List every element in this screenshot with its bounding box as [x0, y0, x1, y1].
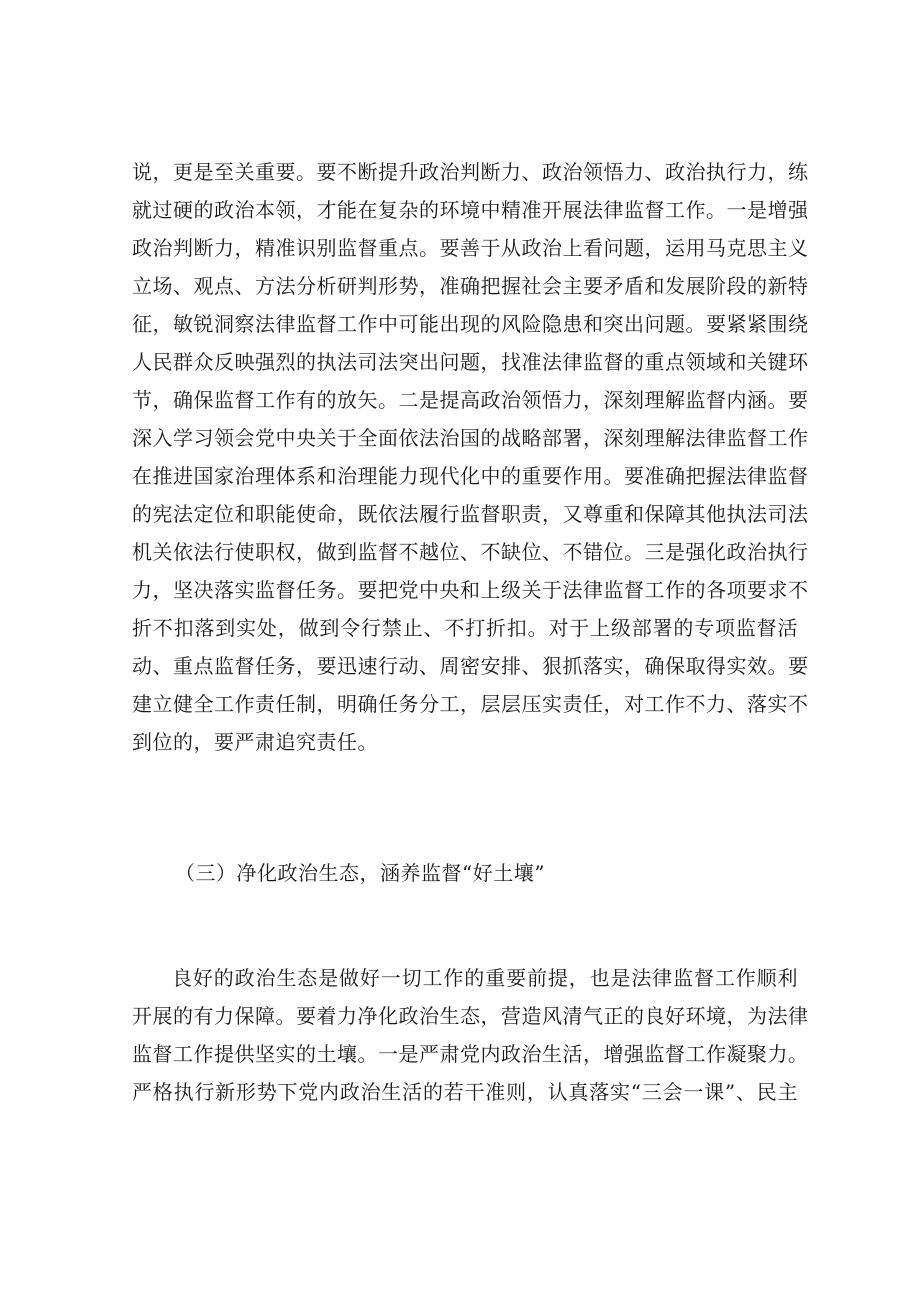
text-line: 良好的政治生态是做好一切工作的重要前提，也是法律监督工作顺利: [172, 966, 798, 990]
text-line: 力，坚决落实监督任务。要把党中央和上级关于法律监督工作的各项要求不: [132, 578, 809, 602]
text-line: 人民群众反映强烈的执法司法突出问题，找准法律监督的重点领域和关键环: [132, 350, 809, 374]
text-line: 政治判断力，精准识别监督重点。要善于从政治上看问题，运用马克思主义: [132, 236, 809, 260]
section-heading-text: （三）净化政治生态，涵养监督“好土壤”: [175, 861, 545, 885]
text-line: 说，更是至关重要。要不断提升政治判断力、政治领悟力、政治执行力，练: [132, 160, 809, 184]
text-line: 深入学习领会党中央关于全面依法治国的战略部署，深刻理解法律监督工作: [132, 426, 809, 450]
body-paragraph-2: [132, 959, 809, 1111]
text-line: 建立健全工作责任制，明确任务分工，层层压实责任，对工作不力、落实不: [132, 692, 809, 716]
text-line: 的宪法定位和职能使命，既依法履行监督职责，又尊重和保障其他执法司法: [132, 502, 809, 526]
text-line: 折不扣落到实处，做到令行禁止、不打折扣。对于上级部署的专项监督活: [132, 616, 798, 640]
text-line: 征，敏锐洞察法律监督工作中可能出现的风险隐患和突出问题。要紧紧围绕: [132, 312, 809, 336]
text-line: 监督工作提供坚实的土壤。一是严肃党内政治生活，增强监督工作凝聚力。: [132, 1042, 809, 1066]
text-line: 在推进国家治理体系和治理能力现代化中的重要作用。要准确把握法律监督: [132, 464, 809, 488]
text-line: 机关依法行使职权，做到监督不越位、不缺位、不错位。三是强化政治执行: [132, 540, 809, 564]
text-line: 动、重点监督任务，要迅速行动、周密安排、狠抓落实，确保取得实效。要: [132, 654, 809, 678]
section-heading: [175, 854, 775, 892]
text-line: 开展的有力保障。要着力净化政治生态，营造风清气正的良好环境，为法律: [132, 1004, 809, 1028]
text-line: 就过硬的政治本领，才能在复杂的环境中精准开展法律监督工作。一是增强: [132, 198, 809, 222]
body-paragraph-1: [132, 153, 809, 761]
text-line: 严格执行新形势下党内政治生活的若干准则，认真落实“三会一课”、民主: [132, 1080, 798, 1104]
text-line: 到位的，要严肃追究责任。: [132, 730, 378, 754]
text-line: 立场、观点、方法分析研判形势，准确把握社会主要矛盾和发展阶段的新特: [132, 274, 809, 298]
text-line: 节，确保监督工作有的放矢。二是提高政治领悟力，深刻理解监督内涵。要: [132, 388, 809, 412]
